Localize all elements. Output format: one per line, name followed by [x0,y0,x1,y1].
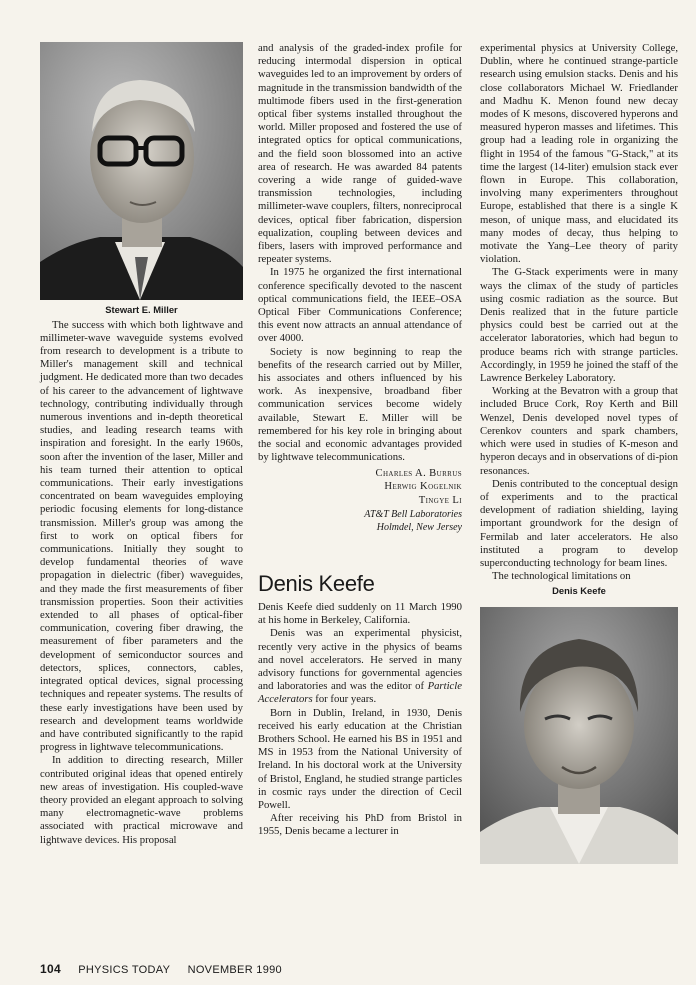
page-footer [40,962,296,976]
obituary-title: Denis Keefe [258,570,375,596]
journal-name-footer: PHYSICS TODAY [78,964,171,976]
paragraph: and analysis of the graded-index profile for reducing intermodal dispersion in optical waveguides led to an improvement by orders of magnitude in the transmission bandwidth of the multimode fibers used in the first-generation optical fiber systems installed throughout the world. Miller proposed and fostered the use of integrated optics for optical communications, and the field soon blossomed into an active area of research. He was awarded 84 patents covering a wide range of guided-wave transmission technologies, including millimeter-wave couplers, filters, nonreciprocal devices, optical fiber fabrication, dispersion equalization, coupling between devices and fibers, lasers with improved performance and repeater systems. [258,42,462,266]
author-affiliation: AT&T Bell Laboratories [364,508,462,520]
column-2 [258,42,462,839]
miller-photo-caption: Stewart E. Miller [105,304,178,315]
author-location: Holmdel, New Jersey [376,521,462,533]
keefe-photo-caption: Denis Keefe [552,585,606,597]
paragraph: The technological limitations on [492,570,631,583]
miller-portrait [40,42,243,300]
keefe-portrait [480,607,678,864]
paragraph: Working at the Bevatron with a group that included Bruce Cork, Roy Kerth and Bill Wenzel, Denis developed novel types of Cerenkov counters and spark chambers, which were used in studies of K-meson and hyperon decays and in observations of di-pion resonances. [480,385,678,477]
paragraph: Society is now beginning to reap the benefits of the research carried out by Miller, his associates and others influenced by his work. As inexpensive, broadband fiber communication services become widely available, Stewart E. Miller will be remembered for his key role in bringing about the social and economic advantages provided by lightwave telecommunications. [258,345,462,464]
paragraph: The G-Stack experiments were in many ways the climax of the study of particles using cosmic radiation as the source. But Denis realized that in the future particle physics could best be carried out at the accelerator laboratories, which had begun to produce beams rich with strange particles. Accordingly, in 1959 he joined the staff of the Lawrence Berkeley Laboratory. [480,266,678,385]
page-number: 104 [40,962,61,976]
journal-name: Particle Accelerators [258,680,462,706]
text-run: Denis was an experimental physicist, recently very active in the physics of beams and novel accelerators. He served in many advisory functions for governmental agencies and laboratories and was the editor of [258,627,462,693]
portrait-graphic [40,42,243,300]
author-signature: Herwig Kogelnik [384,481,462,493]
paragraph: The success with which both lightwave and millimeter-wave waveguide systems evolved from research to development is a tribute to Miller's management skill and technical judgment. He dedicated more than two decades of his career to the advancement of lightwave technology, contributing individually through numerous inventions and in-depth theoretical studies, and leading research teams with inspiration and foresight. In the early 1960s, soon after the invention of the laser, Miller and his team turned their attention to optical communications. Their early investigations concentrated on beam waveguides employing periodic focusing elements for long-distance transmission. Miller's group was among the first to work on optical fibers for communications. Initially they sought to develop fundamental theories of wave propagation in dielectric (fiber) waveguides, and they made the first measurements of fiber transmission properties. Soon their activities extended to all phases of optical-fiber communication, covering fiber drawing, the measurement of fiber parameters and the development of semiconductor sources and detectors, splices, connectors, cables, integrated optical devices, signal processing techniques and repeater systems. The results of these early investigations have been used by research and development teams worldwide and have contributed significantly to the rapid progress in lightwave telecommunications. [40,318,243,754]
paragraph: In 1975 he organized the first international conference specifically devoted to the nascent optical communications field, the IEEE–OSA Optical Fiber Communications Conference; this event now attracts an annual attendance of over 4000. [258,266,462,345]
paragraph: In addition to directing research, Miller contributed original ideas that opened entirely new areas of investigation. His coupled-wave theory provided an elegant approach to solving many electromagnetic-wave problems associated with practical microwave and lightwave devices. His proposal [40,754,243,846]
paragraph: experimental physics at University College, Dublin, where he continued strange-particle research using emulsion stacks. Denis and his close collaborators Michael W. Friedlander and Madhu K. Menon found new decay modes of K mesons, discovered hyperons and measured hyperon masses and lifetimes. This group had a leading role in organizing the flight in 1954 of the famous "G-Stack," at its time the largest (14-liter) emulsion stack ever flown in Europe. This collaboration, involving many experimenters throughout Europe, established that there is a single K meson, of unique mass, and elucidated its many modes of decay, thus helping to motivate the Yang–Lee theory of parity violation. [480,42,678,266]
portrait-graphic [480,607,678,864]
paragraph: After receiving his PhD from Bristol in 1955, Denis became a lecturer in [258,812,462,838]
text-run: for four years. [312,693,377,706]
paragraph: Born in Dublin, Ireland, in 1930, Denis received his early education at the Christian Brothers School. He earned his BS in 1951 and MS in 1953 from the National University of Ireland. In his doctoral work at the University of Bristol, England, he studied strange particles in cosmic rays under the direction of Cecil Powell. [258,706,462,811]
paragraph: Denis contributed to the conceptual design of experiments and to the practical development of radiation shielding, laying important groundwork for the design of Fermilab and later accelerators. He also instituted a program to develop superconducting technology for beam lines. [480,477,678,569]
column-3 [480,42,678,864]
column-1 [40,42,243,847]
paragraph [258,627,462,706]
author-signature: Tingye Li [418,495,462,507]
issue-date: NOVEMBER 1990 [187,964,282,976]
author-signature: Charles A. Burrus [375,467,462,479]
paragraph: Denis Keefe died suddenly on 11 March 1990 at his home in Berkeley, California. [258,600,462,627]
